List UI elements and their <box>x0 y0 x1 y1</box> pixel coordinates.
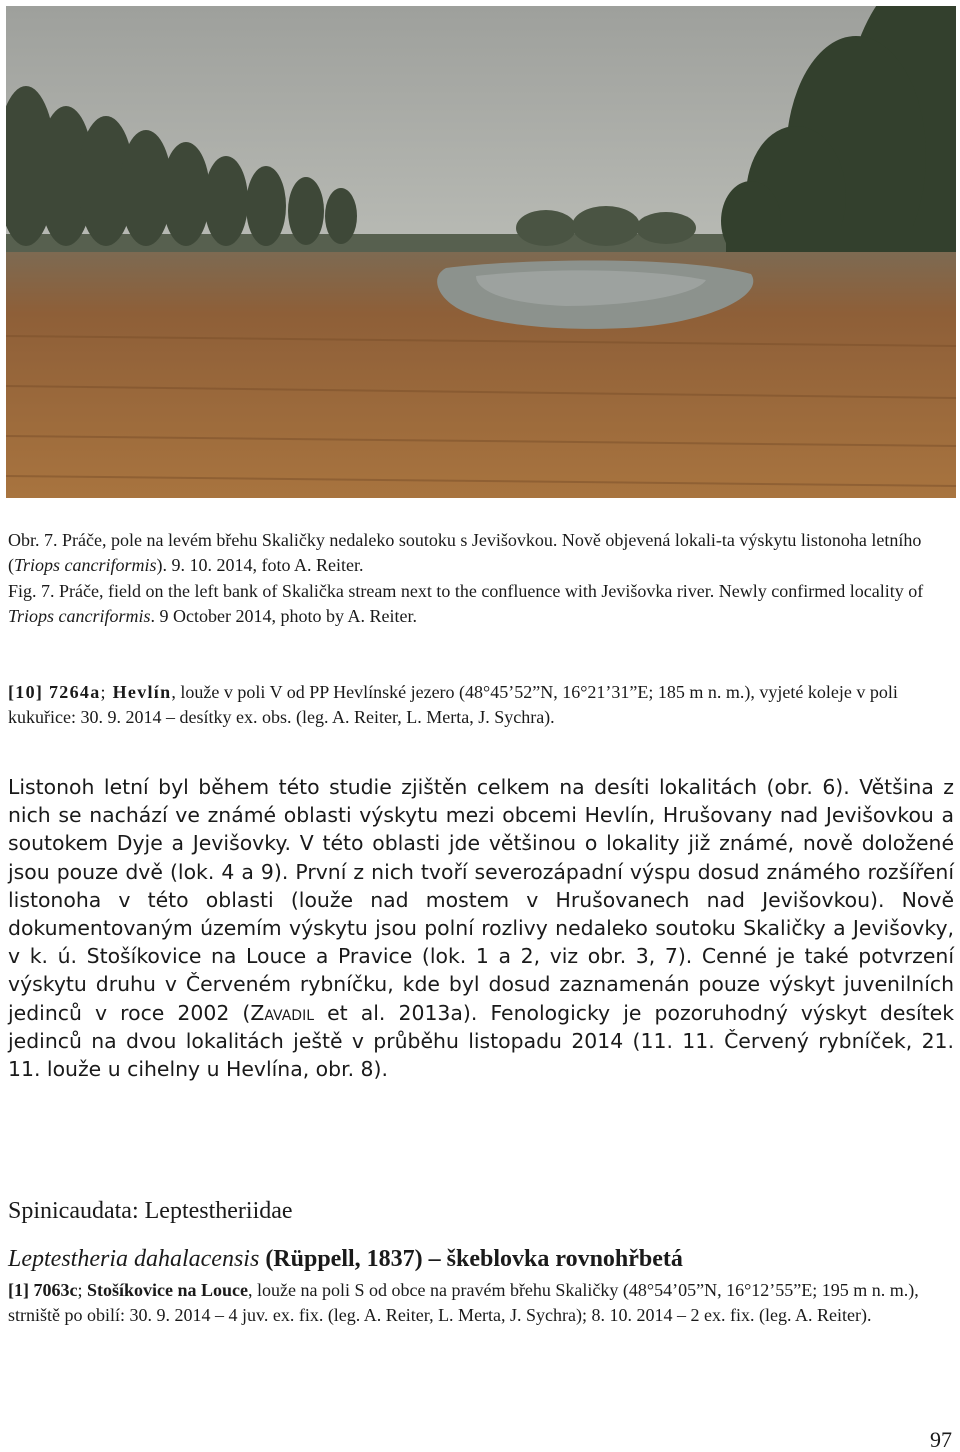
locality-record-1 <box>8 1278 954 1328</box>
caption-cz-taxon: Triops cancriformis <box>14 555 157 575</box>
species-heading <box>8 1244 954 1274</box>
caption-en-taxon: Triops cancriformis <box>8 606 151 626</box>
paragraph-text-a: Listonoh letní byl během této studie zjištěn celkem na desíti lokalitách (obr. 6). Většina z nich se nachází ve známé oblasti výskytu mezi obcemi Hevlín, Hrušovany nad Jevišovkou a soutokem Dyje a Jevišovky. V této oblasti jde většinou o lokality již známé, nově doložené jsou pouze dvě (lok. 4 a 9). První z nich tvoří severozápadní výspu dosud známého rozšíření listonoha v této oblasti (louže nad mostem v Hrušovanech nad Jevišovkou). Nově dokumentovaným územím výskytu jsou polní rozlivy nedaleko soutoku Skaličky a Jevišovky, v k. ú. Stošíkovice na Louce a Pravice (lok. 1 a 2, viz obr. 3, 7). Cenné je také potvrzení výskytu druhu v Červeném rybníčku, kde byl dosud zaznamenán pouze výskyt juvenilních jedinců v roce 2002 ( <box>8 775 954 1025</box>
record-10-number: [10] 7264a <box>8 682 101 702</box>
field-photo <box>6 6 956 498</box>
figure-caption-czech <box>8 528 954 578</box>
caption-en-suffix: . 9 October 2014, photo by A. Reiter. <box>150 606 417 626</box>
record-10-text: , louže v poli V od PP Hevlínské jezero (48°45’52”N, 16°21’31”E; 185 m n. m.), vyjeté koleje v poli kukuřice: 30. 9. 2014 – desítky ex. obs. (leg. A. Reiter, L. Merta, J. Sychra). <box>8 682 898 727</box>
record-10-locality: Hevlín <box>112 682 172 702</box>
species-authority: (Rüppell, 1837) – škeblovka rovnohřbetá <box>259 1246 683 1272</box>
record-1-sep: ; <box>77 1280 87 1300</box>
record-1-locality: Stošíkovice na Louce <box>87 1280 249 1300</box>
figure-caption-english <box>8 579 954 629</box>
locality-record-10 <box>8 680 954 730</box>
caption-cz-suffix: ). 9. 10. 2014, foto A. Reiter. <box>156 555 364 575</box>
paragraph-author: Zavadil <box>250 1000 315 1025</box>
record-10-sep: ; <box>100 682 113 702</box>
record-1-text: , louže na poli S od obce na pravém břehu Skaličky (48°54’05”N, 16°12’55”E; 195 m n. m.), strniště po obilí: 30. 9. 2014 – 4 juv. ex. fix. (leg. A. Reiter, L. Merta, J. Sychra); 8. 10. 2014 – 2 ex. fix. (leg. A. Reiter). <box>8 1280 919 1325</box>
field-photo-illustration <box>6 6 956 498</box>
page-number: 97 <box>930 1427 952 1452</box>
caption-en-prefix: Fig. 7. Práče, field on the left bank of Skalička stream next to the confluence with Jevišovka river. Newly confirmed locality of <box>8 581 924 601</box>
record-1-number: [1] 7063c <box>8 1280 78 1300</box>
species-latin-name: Leptestheria dahalacensis <box>8 1246 260 1272</box>
section-heading: Spinicaudata: Leptestheriidae <box>8 1198 293 1224</box>
caption-cz-prefix: Obr. 7. Práče, pole na levém břehu Skaličky nedaleko soutoku s Jevišovkou. Nově objevená lokali-ta výskytu listonoha letního ( <box>8 530 922 575</box>
body-paragraph <box>8 773 954 1083</box>
paragraph-text-b: et al. 2013a). Fenologicky je pozoruhodný výskyt desítek jedinců na dvou lokalitách ještě v průběhu listopadu 2014 (11. 11. Červený rybníček, 21. 11. louže u cihelny u Hevlína, obr. 8). <box>8 1000 955 1082</box>
